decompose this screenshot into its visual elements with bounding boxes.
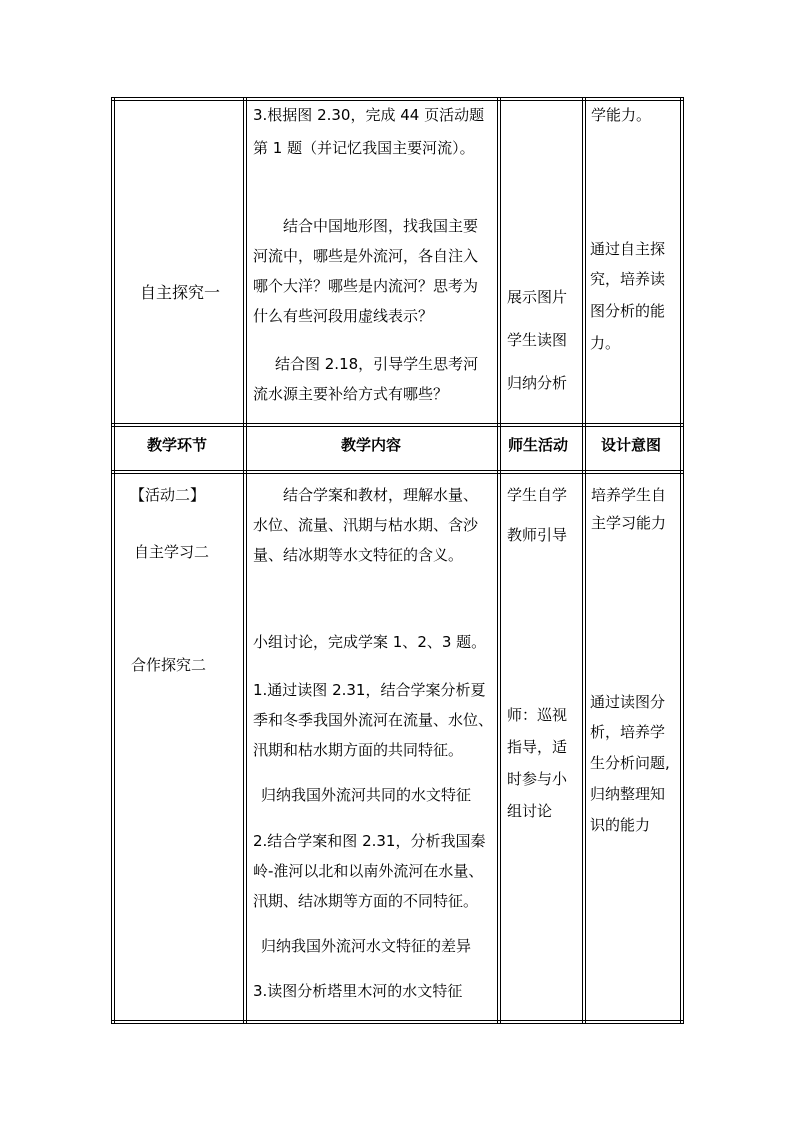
activity-line: 师：巡视 xyxy=(507,706,568,724)
content-line: 流水源主要补给方式有哪些？ xyxy=(253,385,449,403)
outer-right-border xyxy=(683,97,684,1024)
content-line: 汛期和枯水期方面的共同特征。 xyxy=(253,741,464,759)
intent-line: 识的能力 xyxy=(590,816,651,834)
activity-line: 指导，适 xyxy=(507,738,568,756)
intent-line: 究，培养读 xyxy=(590,270,666,288)
outer-left-border-inner xyxy=(114,97,115,1024)
content-line: 第 1 题（并记忆我国主要河流）。 xyxy=(253,139,475,157)
intent-line: 学能力。 xyxy=(591,106,652,124)
intent-line: 通过自主探 xyxy=(590,240,666,258)
activity-line: 展示图片 xyxy=(507,288,568,306)
content-line: 2.结合学案和图 2.31，分析我国秦 xyxy=(253,832,486,850)
col-sep-1a xyxy=(243,97,244,1024)
stage-self-explore-1: 自主探究一 xyxy=(140,283,221,302)
header-teaching-stage: 教学环节 xyxy=(147,436,208,454)
content-line: 水位、流量、汛期与枯水期、含沙 xyxy=(253,516,479,534)
content-line: 结合学案和教材，理解水量、 xyxy=(283,486,479,504)
outer-right-border-inner xyxy=(680,97,681,1024)
activity-line: 时参与小 xyxy=(507,770,568,788)
bottom-border-inner xyxy=(111,1020,684,1021)
header-teaching-content: 教学内容 xyxy=(341,436,402,454)
intent-line: 培养学生自 xyxy=(591,486,667,504)
col-sep-1b xyxy=(246,97,247,1024)
activity-line: 学生读图 xyxy=(507,331,568,349)
content-line: 量、结冰期等水文特征的含义。 xyxy=(253,546,464,564)
intent-line: 析，培养学 xyxy=(590,723,666,741)
header-activities: 师生活动 xyxy=(508,436,569,454)
stage-coop-explore-2: 合作探究二 xyxy=(131,656,207,674)
content-line: 3.读图分析塔里木河的水文特征 xyxy=(253,982,463,1000)
content-line: 1.通过读图 2.31，结合学案分析夏 xyxy=(253,681,486,699)
activity-line: 教师引导 xyxy=(507,526,568,544)
outer-left-border xyxy=(111,97,112,1024)
header-top-border xyxy=(111,423,684,424)
stage-activity-2: 【活动二】 xyxy=(130,486,206,504)
header-bottom-border-inner xyxy=(111,473,684,474)
header-bottom-border xyxy=(111,470,684,471)
activity-line: 组讨论 xyxy=(507,802,553,820)
content-line: 结合图 2.18，引导学生思考河 xyxy=(275,355,479,373)
activity-line: 学生自学 xyxy=(507,486,568,504)
content-line: 哪个大洋？哪些是内流河？思考为 xyxy=(253,277,479,295)
col-sep-2b xyxy=(500,97,501,1024)
activity-line: 归纳分析 xyxy=(507,374,568,392)
content-line: 汛期、结冰期等方面的不同特征。 xyxy=(253,892,479,910)
bottom-border xyxy=(111,1023,684,1024)
content-line: 归纳我国外流河水文特征的差异 xyxy=(261,937,472,955)
col-sep-3a xyxy=(582,97,583,1024)
col-sep-3b xyxy=(585,97,586,1024)
intent-line: 归纳整理知 xyxy=(590,785,666,803)
intent-line: 图分析的能 xyxy=(590,302,666,320)
content-line: 季和冬季我国外流河在流量、水位、 xyxy=(253,711,494,729)
header-top-border-inner xyxy=(111,426,684,427)
content-line: 岭-淮河以北和以南外流河在水量、 xyxy=(253,862,484,880)
header-design-intent: 设计意图 xyxy=(601,436,662,454)
intent-line: 生分析问题, xyxy=(590,754,670,772)
intent-line: 主学习能力 xyxy=(591,514,667,532)
content-line: 3.根据图 2.30，完成 44 页活动题 xyxy=(253,106,485,124)
content-line: 什么有些河段用虚线表示？ xyxy=(253,307,434,325)
col-sep-2a xyxy=(497,97,498,1024)
stage-self-study-2: 自主学习二 xyxy=(134,543,210,561)
top-border xyxy=(111,97,684,98)
content-line: 小组讨论，完成学案 1、2、3 题。 xyxy=(253,633,487,651)
content-line: 归纳我国外流河共同的水文特征 xyxy=(261,786,472,804)
content-line: 河流中，哪些是外流河，各自注入 xyxy=(253,247,479,265)
content-line: 结合中国地形图，找我国主要 xyxy=(283,217,479,235)
intent-line: 通过读图分 xyxy=(590,693,666,711)
intent-line: 力。 xyxy=(590,334,621,352)
